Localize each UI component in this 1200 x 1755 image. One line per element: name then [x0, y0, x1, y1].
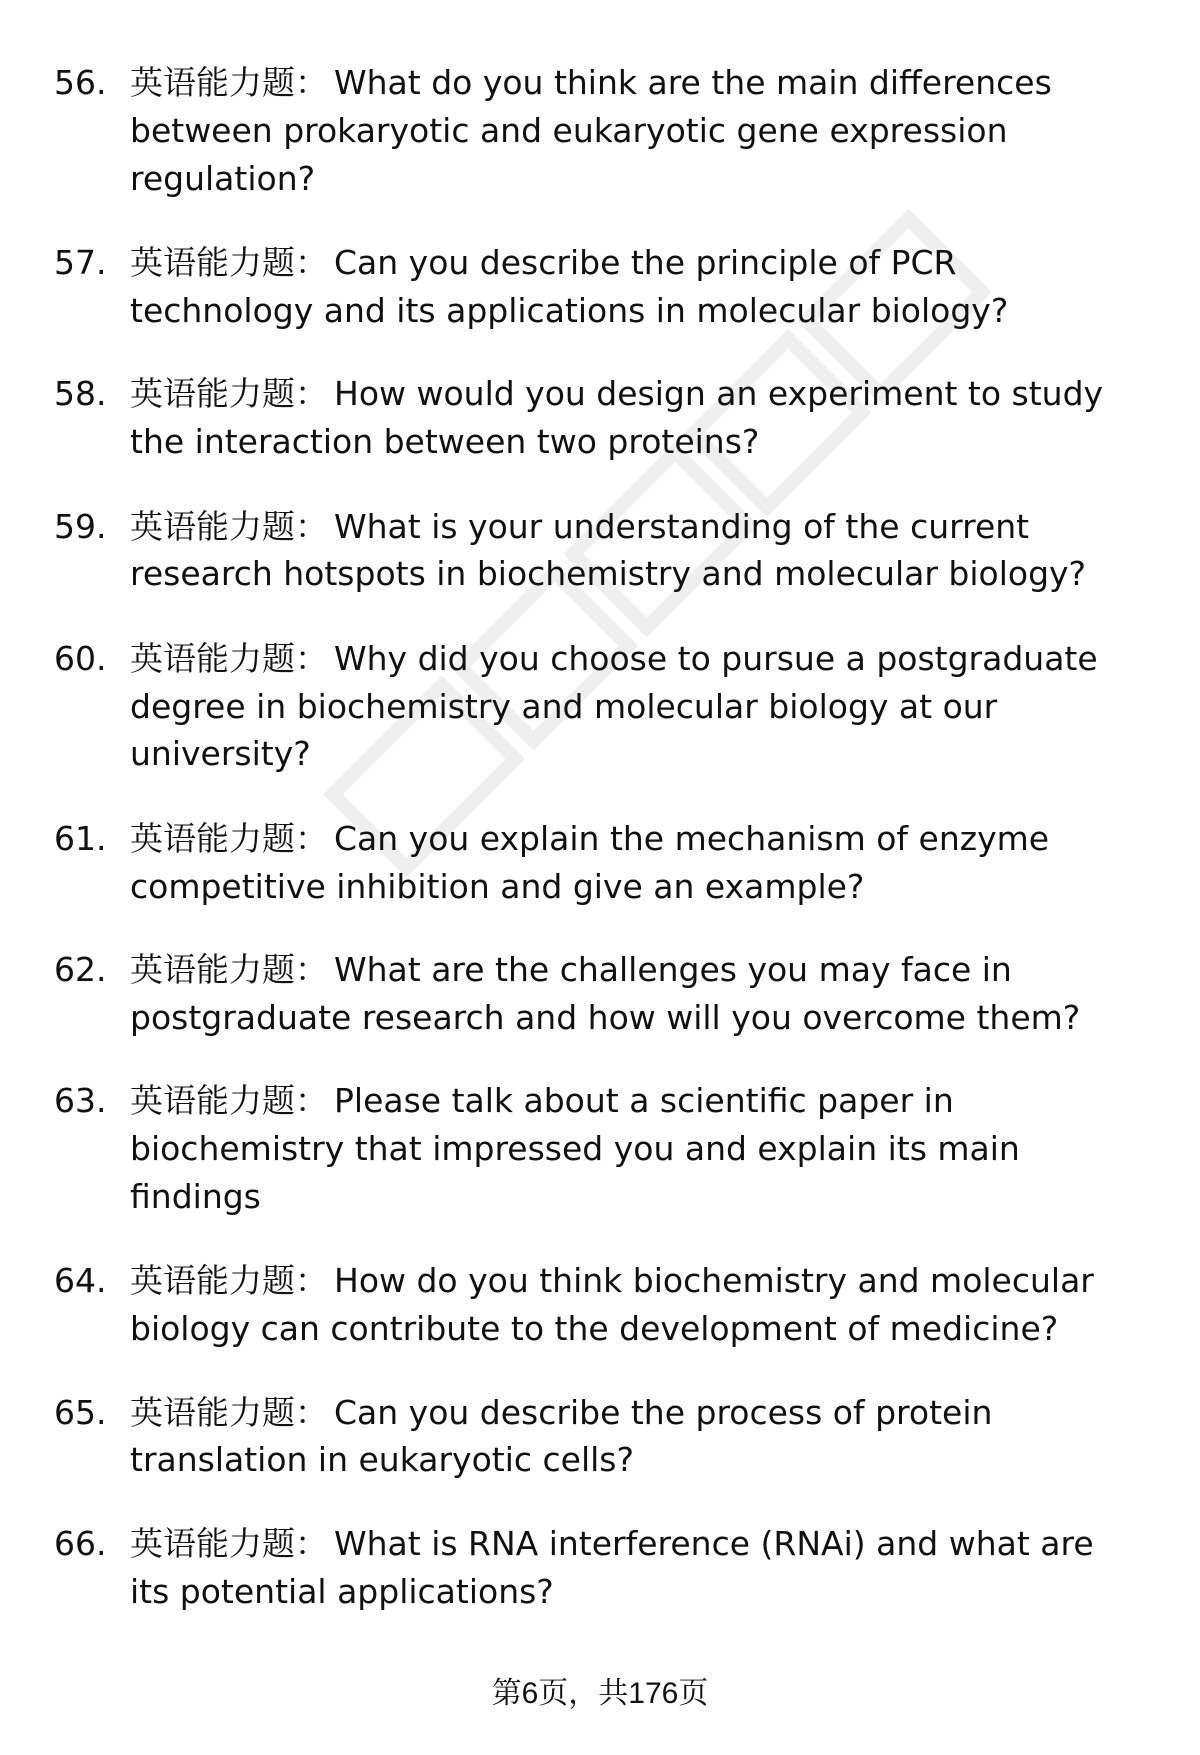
question-line	[130, 59, 1052, 107]
question-tag: 英语能力题：	[130, 819, 328, 858]
question-text: Can you describe the process of protein	[334, 1393, 993, 1432]
question-line: the interaction between two proteins?	[130, 422, 760, 461]
question-text: Why did you choose to pursue a postgraduate	[334, 639, 1098, 678]
question-tag: 英语能力题：	[130, 243, 328, 282]
question-tag: 英语能力题：	[130, 950, 328, 989]
question-line: research hotspots in biochemistry and molecular biology?	[130, 554, 1087, 593]
question-line	[130, 1389, 992, 1437]
question-text: What is your understanding of the current	[334, 507, 1030, 546]
question-line	[130, 815, 1049, 863]
question-number: 60.	[54, 639, 107, 678]
question-tag: 英语能力题：	[130, 507, 328, 546]
question-number: 63.	[54, 1081, 107, 1120]
question-line: between prokaryotic and eukaryotic gene expression	[130, 111, 1008, 150]
question-tag: 英语能力题：	[130, 1393, 328, 1432]
question-line: regulation?	[130, 159, 316, 198]
question-line	[130, 503, 1029, 551]
question-line: technology and its applications in molecular biology?	[130, 291, 1009, 330]
question-line	[130, 946, 1012, 994]
question-line	[130, 635, 1098, 683]
question-line: translation in eukaryotic cells?	[130, 1440, 634, 1479]
question-line: its potential applications?	[130, 1572, 554, 1611]
question-line: findings	[130, 1177, 261, 1216]
question-number: 66.	[54, 1524, 107, 1563]
question-text: Please talk about a scientific paper in	[334, 1081, 954, 1120]
question-text: What are the challenges you may face in	[334, 950, 1012, 989]
question-number: 59.	[54, 507, 107, 546]
question-tag: 英语能力题：	[130, 1524, 328, 1563]
question-line	[130, 239, 957, 287]
question-tag: 英语能力题：	[130, 374, 328, 413]
question-number: 58.	[54, 374, 107, 413]
question-number: 64.	[54, 1261, 107, 1300]
question-line: biochemistry that impressed you and explain its main	[130, 1129, 1020, 1168]
question-line: competitive inhibition and give an example?	[130, 867, 865, 906]
question-number: 57.	[54, 243, 107, 282]
question-text: Can you describe the principle of PCR	[334, 243, 957, 282]
question-line: degree in biochemistry and molecular biology at our	[130, 687, 998, 726]
question-tag: 英语能力题：	[130, 1081, 328, 1120]
question-line	[130, 1077, 954, 1125]
question-line: university?	[130, 734, 311, 773]
question-number: 56.	[54, 63, 107, 102]
question-text: How do you think biochemistry and molecular	[334, 1261, 1094, 1300]
page-indicator: 第6页，共176页	[491, 1677, 709, 1710]
question-line: biology can contribute to the development of medicine?	[130, 1309, 1059, 1348]
question-tag: 英语能力题：	[130, 63, 328, 102]
question-tag: 英语能力题：	[130, 1261, 328, 1300]
question-line	[130, 1520, 1094, 1568]
question-text: Can you explain the mechanism of enzyme	[334, 819, 1050, 858]
question-text: What do you think are the main differences	[334, 63, 1052, 102]
question-line	[130, 370, 1103, 418]
question-line	[130, 1257, 1094, 1305]
question-text: What is RNA interference (RNAi) and what are	[334, 1524, 1094, 1563]
question-number: 62.	[54, 950, 107, 989]
question-number: 65.	[54, 1393, 107, 1432]
question-tag: 英语能力题：	[130, 639, 328, 678]
question-text: How would you design an experiment to study	[334, 374, 1104, 413]
question-number: 61.	[54, 819, 107, 858]
question-line: postgraduate research and how will you overcome them?	[130, 998, 1081, 1037]
